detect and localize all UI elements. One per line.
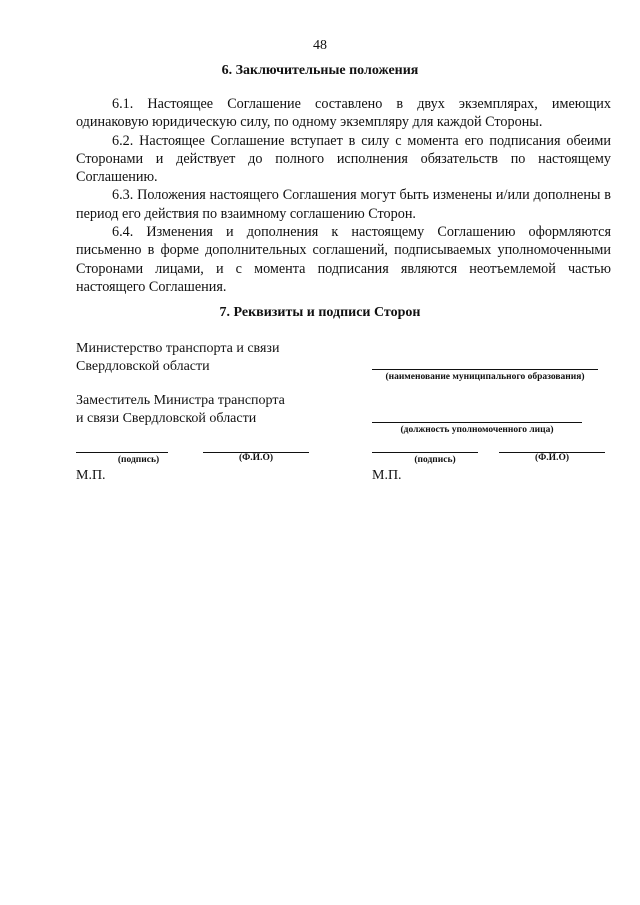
- left-position-line-1: Заместитель Министра транспорта: [76, 393, 285, 408]
- section-7-title: 7. Реквизиты и подписи Сторон: [219, 305, 421, 320]
- page-number: 48: [313, 38, 327, 53]
- clause-6-2: 6.2. Настоящее Соглашение вступает в силу с момента его подписания обеими Сторонами и действует до полного исполнения обязательств по настоящему Соглашению.: [76, 132, 611, 186]
- left-signature-line: [76, 452, 168, 453]
- right-organization-caption: (наименование муниципального образования): [385, 372, 585, 382]
- left-signature-caption: (подпись): [117, 455, 160, 465]
- left-stamp-label: М.П.: [76, 468, 106, 483]
- section-6-body: [76, 95, 611, 296]
- left-name-caption: (Ф.И.О): [238, 453, 273, 463]
- right-position-caption: (должность уполномоченного лица): [400, 425, 554, 435]
- left-position-line-2: и связи Свердловской области: [76, 411, 257, 426]
- section-6-title: 6. Заключительные положения: [221, 63, 419, 78]
- left-organization-line-1: Министерство транспорта и связи: [76, 341, 280, 356]
- clause-6-4: 6.4. Изменения и дополнения к настоящему Соглашению оформляются письменно в форме дополнительных соглашений, подписываемых уполномоченными Сторонами лицами, и с момента подписания являются неотъемлемой частью настоящего Соглашения.: [76, 224, 611, 295]
- left-organization-line-2: Свердловской области: [76, 359, 210, 374]
- right-stamp-label: М.П.: [372, 468, 402, 483]
- right-signature-line: [372, 452, 478, 453]
- clause-6-1: 6.1. Настоящее Соглашение составлено в двух экземплярах, имеющих одинаковую юридическую силу, по одному экземпляру для каждой Стороны.: [76, 96, 611, 131]
- right-name-caption: (Ф.И.О): [534, 453, 569, 463]
- right-position-line: [372, 422, 582, 423]
- right-organization-line: [372, 369, 598, 370]
- clause-6-3: 6.3. Положения настоящего Соглашения могут быть изменены и/или дополнены в период его действия по взаимному соглашению Сторон.: [76, 187, 611, 222]
- right-signature-caption: (подпись): [414, 455, 456, 465]
